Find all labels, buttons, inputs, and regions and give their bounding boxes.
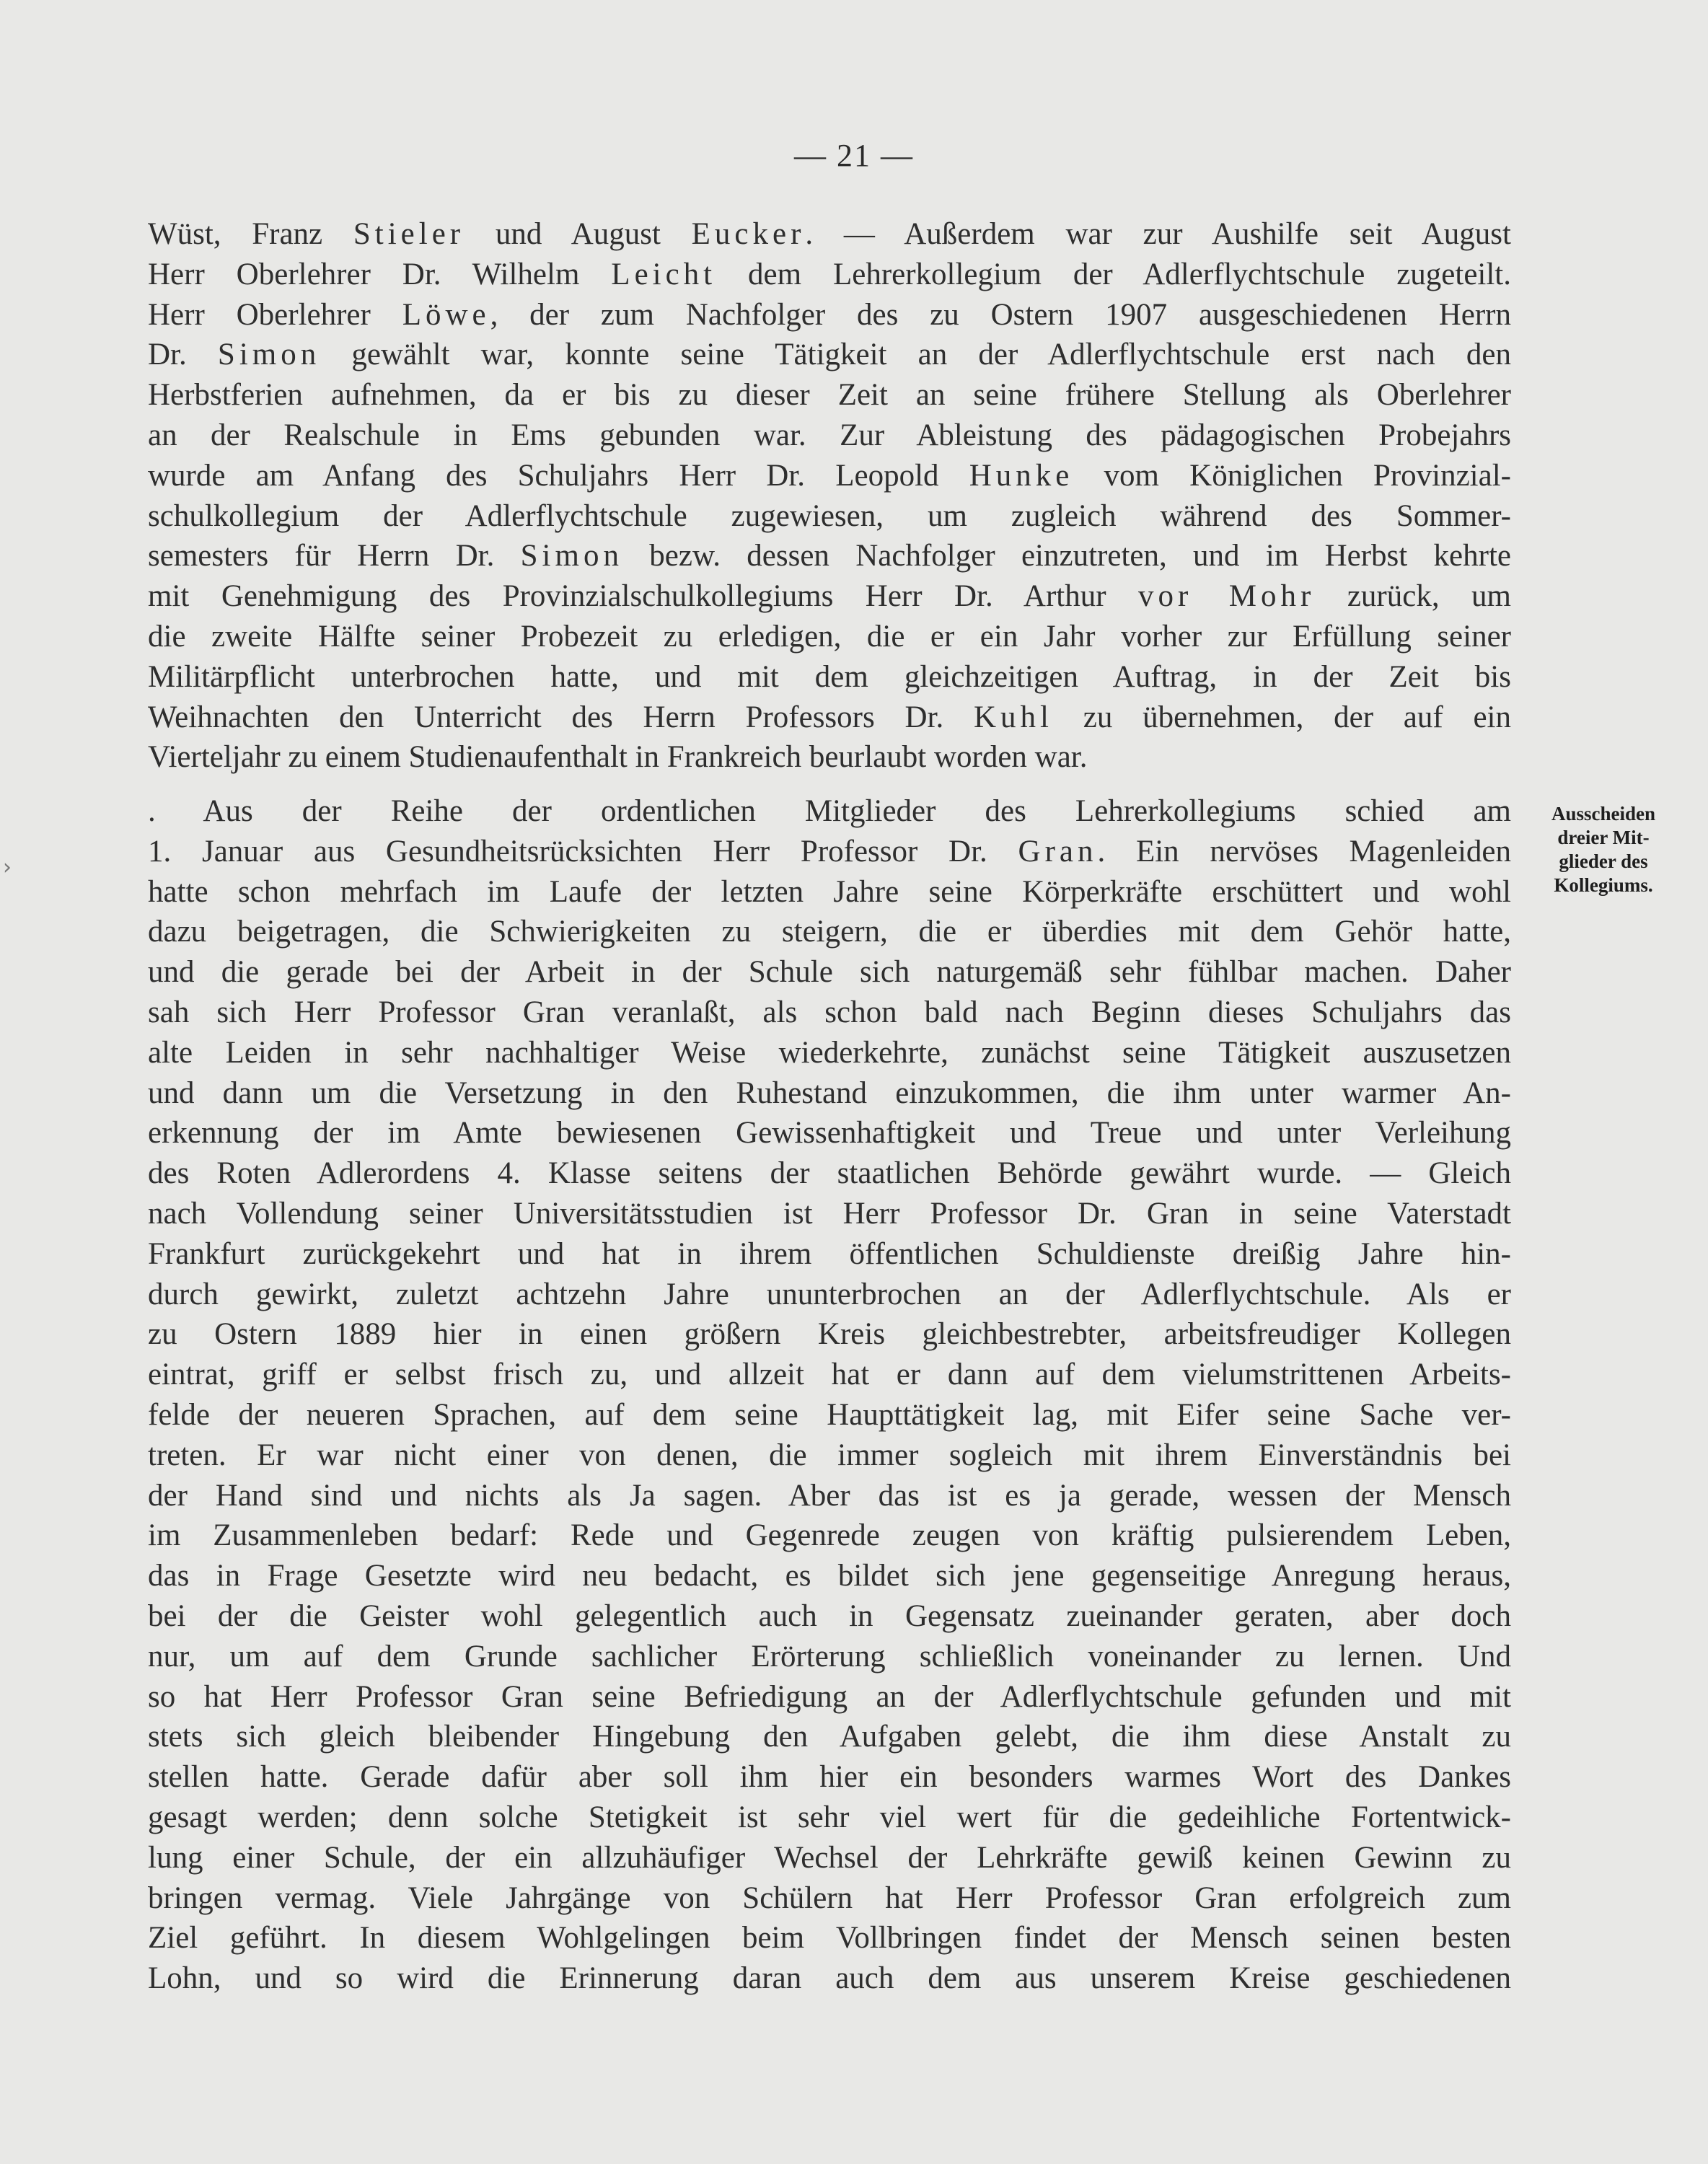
margin-note-line: Ausscheiden (1551, 803, 1656, 824)
margin-note-line: glieder des (1559, 850, 1648, 872)
text-line (148, 737, 1511, 778)
text-run: lung einer Schule, der ein allzuhäufiger Wechsel der Lehrkräfte gewiß keinen Gewinn zu (148, 1840, 1511, 1875)
paragraph-1 (148, 214, 1511, 778)
text-run: Frankfurt zurückgekehrt und hat in ihrem öffentlichen Schuldienste dreißig Jahre hin- (148, 1236, 1511, 1271)
text-line (148, 1516, 1511, 1556)
text-line (148, 1757, 1511, 1798)
text-line (148, 214, 1511, 255)
text-line (148, 617, 1511, 657)
spaced-name: Eucker (691, 217, 806, 251)
text-line (148, 415, 1511, 456)
text-line (148, 832, 1511, 872)
text-run: . — Außerdem war zur Aushilfe seit August (805, 217, 1511, 251)
text-line (148, 993, 1511, 1033)
text-run: . Ein nervöses Magenleiden (1097, 834, 1511, 868)
text-line (148, 1275, 1511, 1315)
text-run: Dr. (148, 338, 218, 372)
text-line (148, 1194, 1511, 1234)
text-run: Vierteljahr zu einem Studienaufenthalt in Frankreich beurlaubt worden war. (148, 740, 1088, 775)
text-run: und August (465, 217, 692, 251)
text-line (148, 1234, 1511, 1275)
text-line (148, 791, 1511, 832)
text-line (148, 657, 1511, 698)
text-run: Herr Oberlehrer (148, 297, 402, 332)
text-run: mit Genehmigung des Provinzialschulkollegiums Herr Dr. Arthur (148, 579, 1139, 614)
spaced-name: Leicht (611, 257, 717, 291)
text-run: die zweite Hälfte seiner Probezeit zu erledigen, die er ein Jahr vorher zur Erfüllung seiner (148, 619, 1511, 654)
text-line (148, 952, 1511, 993)
text-line (148, 1355, 1511, 1395)
text-run: durch gewirkt, zuletzt achtzehn Jahre ununterbrochen an der Adlerflychtschule. Als er (148, 1277, 1511, 1311)
text-line (148, 1435, 1511, 1476)
spaced-name: Kuhl (974, 700, 1053, 734)
text-run: Weihnachten den Unterricht des Herrn Professors Dr. (148, 700, 974, 734)
spaced-name: Gran (1018, 834, 1098, 868)
text-line (148, 1878, 1511, 1919)
text-line (148, 1918, 1511, 1958)
text-run: zu übernehmen, der auf ein (1053, 700, 1511, 734)
text-line (148, 1556, 1511, 1596)
text-run: so hat Herr Professor Gran seine Befriedigung an der Adlerflychtschule gefunden und mit (148, 1679, 1511, 1714)
text-run: alte Leiden in sehr nachhaltiger Weise wiederkehrte, zunächst seine Tätigkeit auszusetzen (148, 1035, 1511, 1070)
text-line (148, 1073, 1511, 1114)
text-line (148, 576, 1511, 617)
text-run: im Zusammenleben bedarf: Rede und Gegenrede zeugen von kräftig pulsierendem Leben, (148, 1518, 1511, 1553)
text-line (148, 1717, 1511, 1757)
text-run: felde der neueren Sprachen, auf dem seine Haupttätigkeit lag, mit Eifer seine Sache ver- (148, 1397, 1511, 1432)
text-line (148, 255, 1511, 295)
text-run: zu Ostern 1889 hier in einen größern Kreis gleichbestrebter, arbeitsfreudiger Kollegen (148, 1317, 1511, 1352)
text-run: Lohn, und so wird die Erinnerung daran auch dem aus unserem Kreise geschiedenen (148, 1961, 1511, 1996)
text-run: . Aus der Reihe der ordentlichen Mitglieder des Lehrerkollegiums schied am (148, 794, 1511, 828)
paragraph-2 (148, 791, 1511, 1999)
text-run: Wüst, Franz (148, 217, 353, 251)
text-run: nur, um auf dem Grunde sachlicher Erörterung schließlich voneinander zu lernen. Und (148, 1639, 1511, 1673)
spaced-name: Simon (217, 338, 321, 372)
text-run: stets sich gleich bleibender Hingebung den Aufgaben gelebt, die ihm diese Anstalt zu (148, 1720, 1511, 1754)
text-line (148, 1395, 1511, 1435)
text-line (148, 1958, 1511, 1999)
text-line (148, 1314, 1511, 1355)
text-run: bezw. dessen Nachfolger einzutreten, und im Herbst kehrte (622, 539, 1511, 573)
text-line (148, 912, 1511, 952)
text-run: der Hand sind und nichts als Ja sagen. Aber das ist es ja gerade, wessen der Mensch (148, 1478, 1511, 1513)
text-run: treten. Er war nicht einer von denen, die immer sogleich mit ihrem Einverständnis bei (148, 1438, 1511, 1472)
spaced-name: Simon (520, 539, 623, 573)
text-run: , der zum Nachfolger des zu Ostern 1907 ausgeschiedenen Herrn (490, 297, 1511, 332)
text-run: sah sich Herr Professor Gran veranlaßt, als schon bald nach Beginn dieses Schuljahrs das (148, 995, 1511, 1029)
margin-note-line: Kollegiums. (1554, 874, 1653, 896)
text-run: semesters für Herrn Dr. (148, 539, 521, 573)
text-line (148, 1476, 1511, 1516)
text-run: vom Königlichen Provinzial- (1073, 458, 1511, 493)
text-run: bei der die Geister wohl gelegentlich auch in Gegensatz zueinander geraten, aber doch (148, 1598, 1511, 1633)
text-line (148, 1033, 1511, 1073)
text-run: eintrat, griff er selbst frisch zu, und allzeit hat er dann auf dem vielumstrittenen Arbeits- (148, 1358, 1511, 1392)
spaced-name: Hunke (969, 458, 1074, 493)
text-run: 1. Januar aus Gesundheitsrücksichten Herr Professor Dr. (148, 834, 1018, 868)
text-line (148, 1153, 1511, 1194)
text-line (148, 1838, 1511, 1878)
text-run: dazu beigetragen, die Schwierigkeiten zu steigern, die er überdies mit dem Gehör hatte, (148, 915, 1511, 949)
spaced-name: vor Mohr (1138, 579, 1316, 614)
text-run: Militärpflicht unterbrochen hatte, und mit dem gleichzeitigen Auftrag, in der Zeit bis (148, 659, 1511, 694)
text-line (148, 375, 1511, 415)
text-run: Herr Oberlehrer Dr. Wilhelm (148, 257, 612, 291)
edge-mark: › (3, 855, 12, 880)
text-run: erkennung der im Amte bewiesenen Gewissenhaftigkeit und Treue und unter Verleihung (148, 1116, 1511, 1151)
text-run: zurück, um (1315, 579, 1511, 614)
text-run: bringen vermag. Viele Jahrgänge von Schülern hat Herr Professor Gran erfolgreich zum (148, 1881, 1511, 1915)
text-line (148, 1677, 1511, 1717)
text-run: an der Realschule in Ems gebunden war. Zur Ableistung des pädagogischen Probejahrs (148, 418, 1511, 452)
text-run: wurde am Anfang des Schuljahrs Herr Dr. Leopold (148, 458, 969, 493)
text-run: Herbstferien aufnehmen, da er bis zu dieser Zeit an seine frühere Stellung als Oberlehrer (148, 378, 1511, 413)
text-line (148, 1596, 1511, 1637)
text-run: stellen hatte. Gerade dafür aber soll ihm hier ein besonders warmes Wort des Dankes (148, 1760, 1511, 1795)
text-line (148, 1798, 1511, 1838)
margin-note-line: dreier Mit- (1557, 827, 1650, 848)
text-run: hatte schon mehrfach im Laufe der letzten Jahre seine Körperkräfte erschüttert und wohl (148, 874, 1511, 909)
text-line (148, 536, 1511, 576)
text-line (148, 872, 1511, 912)
text-line (148, 1637, 1511, 1677)
text-run: und die gerade bei der Arbeit in der Schule sich naturgemäß sehr fühlbar machen. Daher (148, 955, 1511, 990)
margin-note (1528, 802, 1679, 897)
text-run: nach Vollendung seiner Universitätsstudien ist Herr Professor Dr. Gran in seine Vaterstadt (148, 1196, 1511, 1231)
text-line (148, 1113, 1511, 1153)
text-run: und dann um die Versetzung in den Ruhestand einzukommen, die ihm unter warmer An- (148, 1076, 1511, 1110)
text-run: dem Lehrerkollegium der Adlerflychtschule zugeteilt. (716, 257, 1511, 291)
spaced-name: Löwe (402, 297, 490, 332)
text-line (148, 295, 1511, 335)
text-run: gewählt war, konnte seine Tätigkeit an der Adlerflychtschule erst nach den (320, 338, 1511, 372)
text-run: Ziel geführt. In diesem Wohlgelingen beim Vollbringen findet der Mensch seinen besten (148, 1921, 1511, 1956)
text-run: des Roten Adlerordens 4. Klasse seitens der staatlichen Behörde gewährt wurde. — Gleich (148, 1156, 1511, 1191)
text-run: das in Frage Gesetzte wird neu bedacht, es bildet sich jene gegenseitige Anregung heraus, (148, 1559, 1511, 1593)
text-line (148, 456, 1511, 496)
spaced-name: Stieler (353, 217, 465, 251)
page-number: — 21 — (794, 138, 914, 173)
text-run: gesagt werden; denn solche Stetigkeit ist sehr viel wert für die gedeihliche Fortentwick- (148, 1800, 1511, 1834)
text-line (148, 698, 1511, 738)
text-run: schulkollegium der Adlerflychtschule zugewiesen, um zugleich während des Sommer- (148, 498, 1511, 533)
text-line (148, 335, 1511, 375)
text-line (148, 496, 1511, 537)
